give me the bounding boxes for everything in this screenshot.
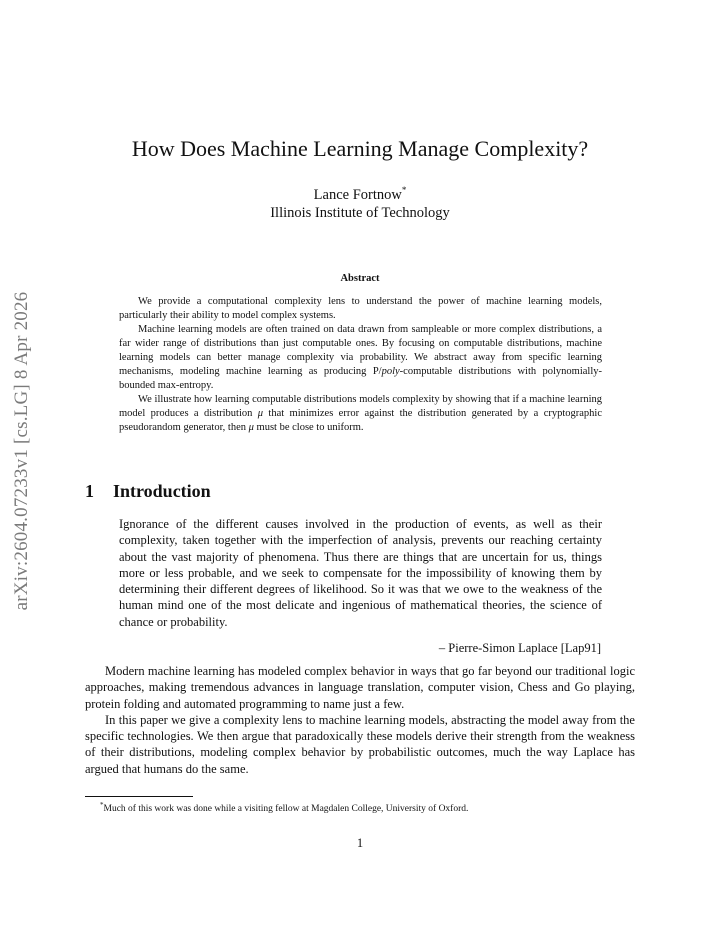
poly-italic: poly (381, 366, 400, 377)
author-affiliation: Illinois Institute of Technology (270, 205, 450, 221)
quote-text: Ignorance of the different causes involved in the production of events, as well as their complexity, taken together with the imperfection of analysis, prevents our reaching certainty about the vast majority of phenomena. Thus there are things that are uncertain for us, things more or less probable, and we seek to compensate for the impossibility of knowing them by determining their different degrees of likelihood. So it was that we owe to the weakness of the human mind one of the most delicate and ingenious of mathematical theories, the science of chance or probability. (119, 517, 602, 629)
mu-symbol: μ (248, 422, 254, 433)
author-name: Lance Fortnow (313, 186, 402, 203)
section-title: Introduction (113, 481, 211, 501)
mu-symbol: μ (257, 408, 264, 419)
abstract-paragraph-3 (119, 393, 602, 435)
epigraph-quote (119, 516, 602, 630)
footnote-text: Much of this work was done while a visiting fellow at Magdalen College, University of Oxford. (103, 804, 469, 815)
abstract-heading: Abstract (340, 273, 380, 284)
section-number: 1 (85, 481, 94, 501)
abstract-paragraph-3-c: must be close to uniform. (253, 422, 364, 433)
page-number: 1 (356, 836, 364, 850)
body-paragraph-1: Modern machine learning has modeled complex behavior in ways that go far beyond our traditional logic approaches, making tremendous advances in language translation, computer vision, Chess and Go playing, protein folding and automated programming to name just a few. (85, 664, 635, 711)
paper-title: How Does Machine Learning Manage Complexity? (131, 136, 589, 161)
abstract-paragraph-3-b: that minimizes error against the distribution generated by a cryptographic pseudorandom generator, then (119, 408, 603, 433)
intro-body (85, 663, 635, 777)
abstract-paragraph-3-a: We illustrate how learning computable distributions models complexity by showing that if a machine learning model produces a distribution (119, 394, 602, 419)
abstract-paragraph-2 (119, 323, 602, 393)
abstract-paragraph-1: We provide a computational complexity lens to understand the power of machine learning models, particularly their ability to model complex systems. (119, 296, 602, 321)
footnote-rule (85, 796, 193, 797)
body-paragraph-2: In this paper we give a complexity lens to machine learning models, abstracting the model away from the specific technologies. We then argue that paradoxically these models derive their strength from the weakness of their distributions, modeling complex behavior by probabilistic outcomes, much the way Laplace has argued that humans do the same. (85, 712, 635, 776)
author-footnote-mark[interactable]: * (401, 185, 407, 195)
section-heading-introduction (85, 481, 211, 502)
arxiv-identifier-sidebar[interactable]: arXiv:2604.07233v1 [cs.LG] 8 Apr 2026 (11, 291, 32, 611)
abstract-body (119, 295, 602, 435)
footnote (100, 801, 468, 814)
abstract-paragraph-2-end: -computable distributions with polynomially-bounded max-entropy. (119, 366, 602, 391)
quote-attribution[interactable]: – Pierre-Simon Laplace [Lap91] (438, 641, 601, 655)
author-line (0, 185, 720, 204)
abstract-paragraph-2-text: Machine learning models are often trained on data drawn from sampleable or more complex distributions, a far wider range of distributions than just computable ones. By focusing on computable distributions, machine learning models can better manage complexity via probability. We abstract away from specific learning mechanisms, modeling machine learning as producing P/ (119, 324, 602, 377)
footnote-mark: * (100, 801, 104, 809)
